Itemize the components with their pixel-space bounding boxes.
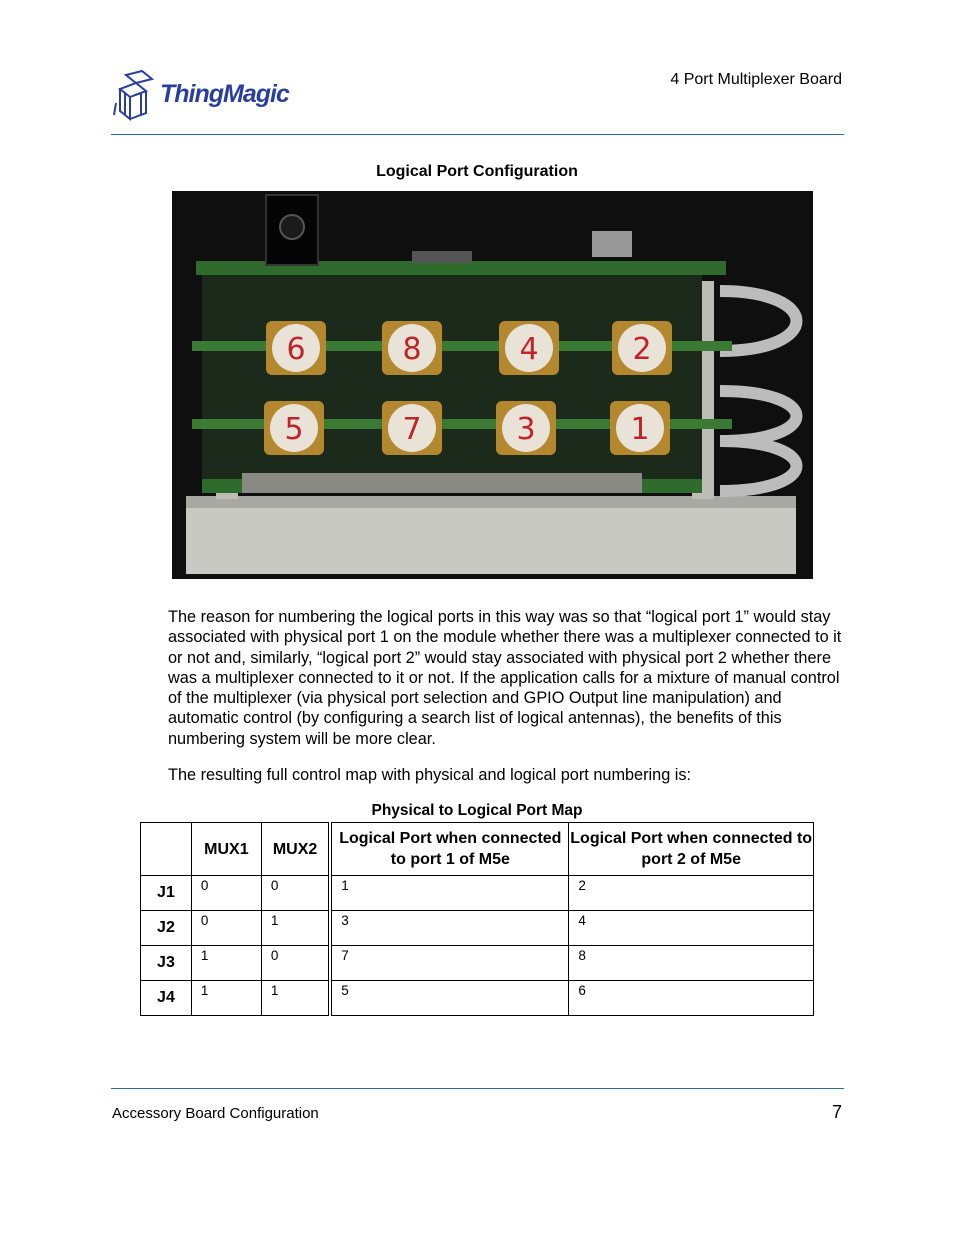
table-cell: 1 (330, 876, 569, 911)
connector-label: 4 (519, 332, 539, 367)
logo-wordmark: ThingMagic (160, 79, 289, 108)
connector-label: 8 (402, 332, 422, 367)
page-number: 7 (831, 1102, 842, 1122)
table-cell: 0 (191, 876, 261, 911)
table-row (141, 981, 814, 1016)
page-header-title: 4 Port Multiplexer Board (670, 71, 842, 88)
row-label: J2 (141, 911, 192, 946)
body-paragraph: The resulting full control map with physical and logical port numbering is: (168, 766, 692, 784)
table-cell: 8 (569, 946, 814, 981)
row-label: J4 (141, 981, 192, 1016)
row-label: J1 (141, 876, 192, 911)
table-cell: 1 (191, 946, 261, 981)
table-header-cell (141, 823, 192, 876)
table-cell: 1 (261, 911, 330, 946)
logo-cube-icon (112, 69, 158, 123)
footer-section-title: Accessory Board Configuration (112, 1105, 319, 1122)
table-cell: 7 (330, 946, 569, 981)
table-caption: Physical to Logical Port Map (371, 802, 583, 819)
table-header-cell: MUX1 (191, 823, 261, 876)
table-row (141, 876, 814, 911)
connector-label: 5 (284, 412, 304, 447)
table-header-cell: MUX2 (261, 823, 330, 876)
footer-rule (111, 1088, 844, 1089)
table-cell: 0 (191, 911, 261, 946)
row-label: J3 (141, 946, 192, 981)
table-cell: 6 (569, 981, 814, 1016)
table-cell: 5 (330, 981, 569, 1016)
connector-label: 3 (516, 412, 536, 447)
connector-label: 2 (632, 332, 652, 367)
figure-caption: Logical Port Configuration (376, 163, 578, 180)
table-header-row (141, 823, 814, 876)
table-cell: 2 (569, 876, 814, 911)
table-cell: 1 (191, 981, 261, 1016)
connector-label: 1 (630, 412, 650, 447)
connector-label: 6 (286, 332, 306, 367)
table-header-cell: Logical Port when connected to port 2 of M5e (569, 823, 814, 876)
connector-label: 7 (402, 412, 422, 447)
port-map-table (140, 822, 814, 1016)
table-cell: 4 (569, 911, 814, 946)
multiplexer-board-photo (172, 191, 813, 579)
table-cell: 0 (261, 946, 330, 981)
body-paragraph: The reason for numbering the logical ports in this way was so that “logical port 1” would stay associated with physical port 1 on the module whether there was a multiplexer connected to it or not and, similarly, “logical port 2” would stay associated with physical port 2 whether there was a multiplexer connected to it or not. If the application calls for a mixture of manual control of the multiplexer (via physical port selection and GPIO Output line manipulation) and automatic control (by configuring a search list of logical antennas), the benefits of this numbering system will be more clear. (168, 608, 842, 748)
table-row (141, 911, 814, 946)
table-row (141, 946, 814, 981)
table-header-cell: Logical Port when connected to port 1 of M5e (330, 823, 569, 876)
table-cell: 1 (261, 981, 330, 1016)
table-cell: 3 (330, 911, 569, 946)
thingmagic-logo (112, 68, 289, 124)
header-rule (111, 134, 844, 135)
table-cell: 0 (261, 876, 330, 911)
